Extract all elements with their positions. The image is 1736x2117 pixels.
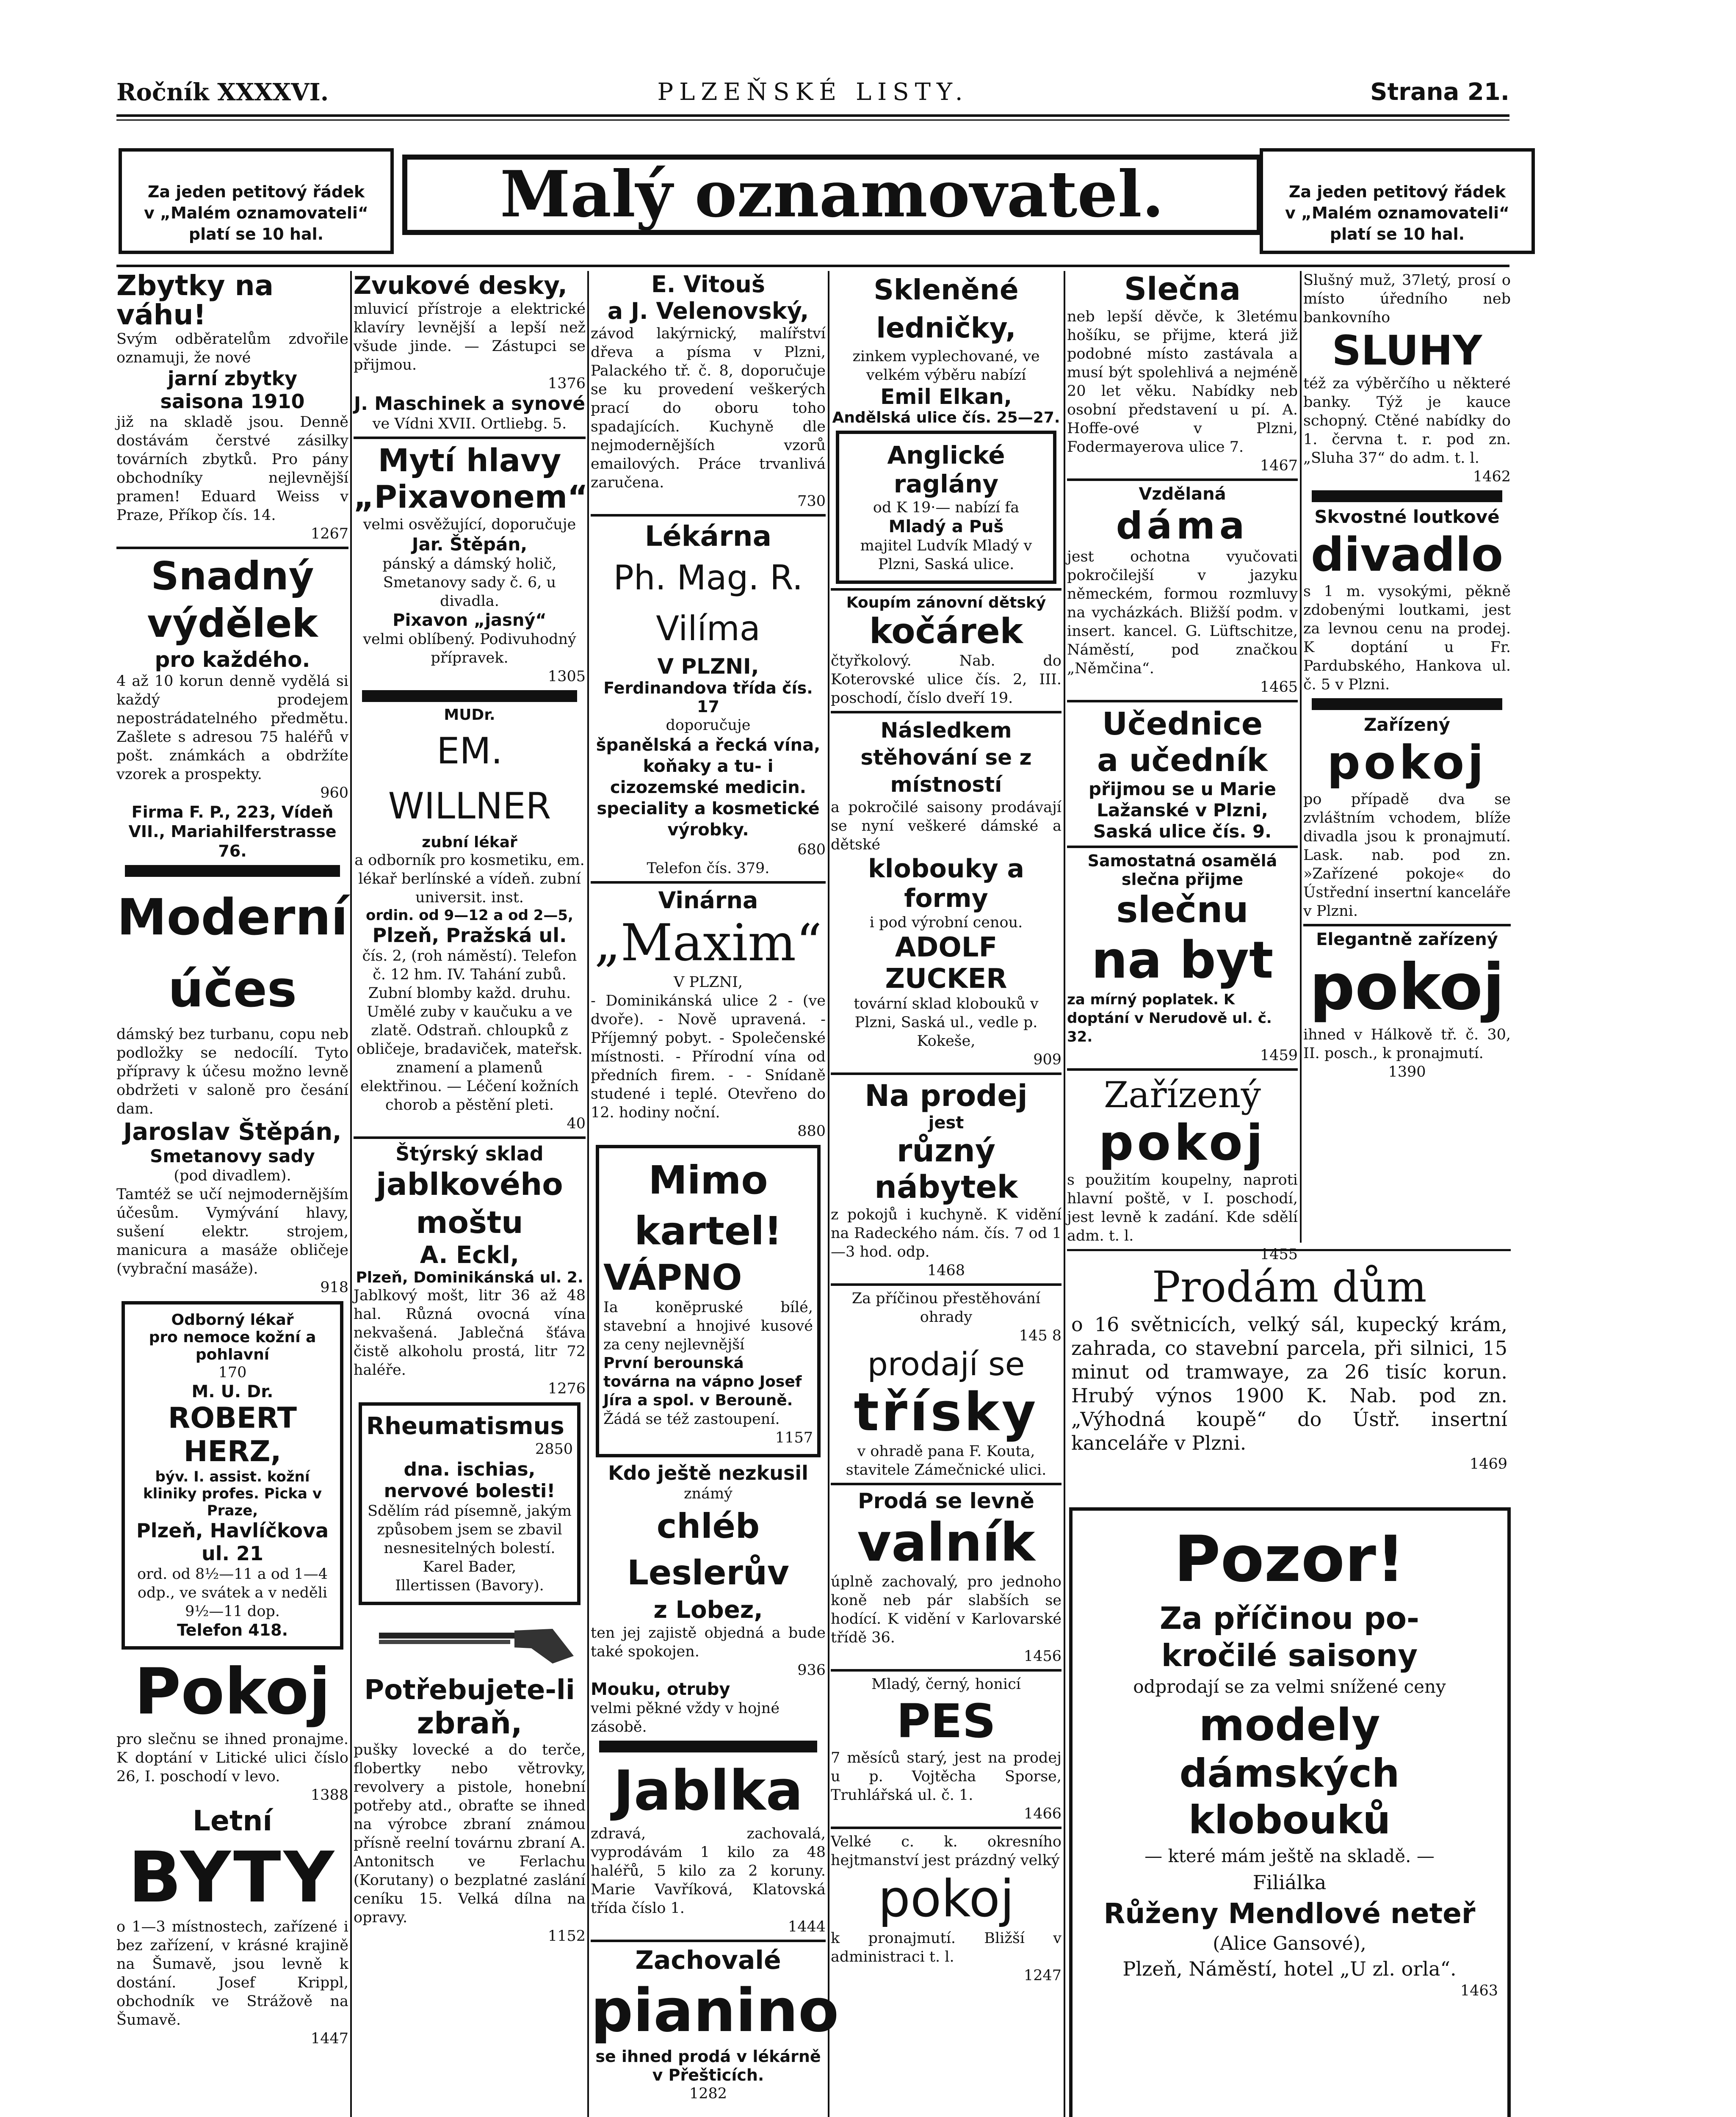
ad-valnik [831,1489,1062,1666]
ad-subhead: z Lobez, [653,1596,763,1624]
ad-number: 1376 [547,375,586,392]
ad-separator [831,711,1062,713]
ad-sluhy [1303,271,1511,486]
ad-pozor [1081,1519,1498,2000]
ad-text: Samostatná osamělá slečna přijme [1087,851,1277,889]
ad-text: MUDr. [444,706,495,724]
ad-prodam-dum [1071,1262,1507,1473]
ad-name: a J. Velenovský, [607,298,809,324]
ad-separator [831,1669,1062,1672]
ad-separator [1303,924,1511,926]
ad-slecnu-na-byt [1067,851,1298,1065]
wide-separator [1067,1249,1511,1252]
ad-separator [831,1283,1062,1286]
column-6 [1303,271,1511,1245]
column-divider [1300,271,1302,1243]
ad-headline: pokoj [1309,951,1505,1024]
ad-number: 730 [797,493,826,510]
ad-text: Jablkový mošt, litr 36 až 48 hal. Různá ovocná vína nekvašená. Jablečná šťáva čistě alkoholu prostá, litr 72 haléře. [354,1287,586,1379]
ad-text: Za příčinou přestěhování ohrady [851,1290,1041,1326]
ad-headline: Následkem stěhování se z místností [860,718,1032,797]
ad-subhead: Pixavon „jasný“ [393,611,547,630]
ad-text: Svým odběratelům zdvořile oznamuji, že nové [116,330,348,366]
ad-subhead: kročilé saisony [1161,1638,1418,1673]
ad-separator [362,690,577,702]
ad-text: jest ochotna vyučovati pokročilejší v jazyku německém, formou rozmluvy na vycházkách. Bližší podm. v insert. kancel. G. Lüftschitze, Náměstí, pod značkou „Němčina“. [1067,548,1298,677]
price-note-line: v „Malém oznamovateli“ [144,204,369,222]
ad-number: 960 [320,784,348,801]
ad-text: již na skladě jsou. Denně dostávám čerstvé zásilky továrních zbytků. Pro pány obchodníky nejlevnější pramen! Eduard Weiss v Praze, Příkop čís. 14. [116,413,348,524]
ad-headline: pianino [591,1976,839,2045]
ad-headline: divadlo [1310,528,1504,582]
ad-separator [1312,490,1502,502]
ad-slecna [1067,271,1298,475]
ad-jablka [591,1757,826,1936]
ad-phone: Telefon 418. [177,1620,288,1639]
ad-subhead: Skvostné loutkové [1314,506,1500,527]
ad-separator [831,1483,1062,1485]
ad-name: Ph. Mag. R. Vilíma [613,558,803,648]
ad-maxim [591,887,826,1141]
ad-text: za mírný poplatek. K doptání v Nerudově ul. č. 32. [1067,991,1272,1045]
ad-number: 1390 [1388,1064,1426,1081]
newspaper-title: PLZEŇSKÉ LISTY. [657,78,969,106]
ad-number: 1467 [1260,457,1298,474]
page-number: Strana 21. [1370,78,1509,106]
ad-lesler [591,1462,826,1736]
ad-separator [831,1072,1062,1075]
ad-name: Mladý a Puš [888,517,1004,536]
ad-headline: SLUHY [1332,327,1482,374]
ad-text: (pod divadlem). [174,1167,291,1184]
ad-text: čís. 2, (roh náměstí). Telefon č. 12 hm. IV. Tahání zubů. Zubní blomby každ. druhu. Umělé zuby v kaučuku a ve zlatě. Odstraň. chloupků z obličeje, bradaviček, mateřsk. znamení a plamenů elektřinou. — Léčení kožních chorob a pěstění pleti. [357,948,583,1114]
ad-headline: Pokoj [134,1655,331,1729]
ad-text: pro slečnu se ihned pronajme. K doptání v Litické ulici číslo 26, I. poschodí v levo. [116,1730,348,1785]
ad-number: 1469 [1469,1456,1507,1473]
ad-text: ord. od 8½—11 a od 1—4 odp., ve svátek a v neděli 9½—11 dop. [137,1565,328,1620]
price-note-line: Za jeden petitový řádek [1288,182,1506,201]
ad-number: 1468 [927,1262,965,1279]
column-3 [591,271,839,2117]
ad-dama [1067,484,1298,696]
ad-address: Plzeň, Dominikánská ul. 2. [356,1269,583,1286]
ad-subhead: zubní lékař [422,834,517,851]
ad-zarizeny-pokoj-2 [1303,714,1511,920]
ad-headline: Slečna [1124,271,1241,307]
ad-willner [354,706,586,1133]
ad-name: ROBERT HERZ, [168,1401,297,1468]
ad-phone: Telefon čís. 379. [647,860,770,877]
ad-address: Andělská ulice čís. 25—27. [832,409,1060,426]
ad-text: a odborník pro kosmetiku, em. lékař berlínské a vídeň. zubní universit. inst. [354,852,585,906]
ad-text: 7 měsíců starý, jest na prodej u p. Vojtěcha Sporse, Truhlářská ul. č. 1. [831,1749,1062,1804]
ad-text: španělská a řecká vína, koňaky a tu- i cizozemské medicin. speciality a kosmetické výrobky. [596,735,821,840]
ad-nabytek [831,1078,1062,1280]
ad-number: 170 [218,1364,247,1381]
ad-text: pušky lovecké a do terče, flobertky nebo větrovky, revolvery a pistole, honební potřeby atd., obraťte se ihned na výrobce zbraní známou přísně reelní továrnu zbraní A. Antonitsch ve Ferlachu (Korutany) o bezplatné zaslání ceníku 15. Velká dílna na opravy. [354,1741,586,1926]
ad-text: a pokročilé saisony prodávají se nyní veškeré dámské a dětské [831,799,1062,853]
ad-separator [591,514,826,517]
ad-text: s použitím koupelny, naproti hlavní poště, v I. poschodí, jest levně k zadání. Kde sdělí adm. t. l. [1067,1172,1298,1244]
ad-number: 1267 [310,525,348,542]
ad-headline: Moderní účes [117,887,348,1018]
ad-headline: a učedník [1097,742,1268,779]
ad-number: 880 [797,1123,826,1140]
ad-text: odprodají se za velmi snížené ceny [1133,1676,1446,1697]
ad-headline: slečnu [1116,889,1249,931]
ad-text: velmi osvěžující, doporučuje [363,516,576,533]
column-divider [828,271,829,2117]
ad-name: E. Vitouš [651,271,766,298]
ad-address: Ferdinandova třída čís. 17 [603,679,813,716]
ad-address: Plzeň, Pražská ul. [372,924,567,947]
ad-text: o 16 světnicích, velký sál, kupecký krám, zahrada, co stavební parcela, při silnici, 15 minut od tramwaye, za 26 tisíc korun. Hrubý výnos 1900 K. Nab. pod zn. „Výhodná koupě“ do Ústř. insertní kanceláře v Plzni. [1071,1313,1507,1454]
ad-headline: PES [896,1694,996,1748]
ad-pokoj [116,1654,348,1805]
ad-separator [831,1827,1062,1829]
ad-subhead: Elegantně zařízený [1316,930,1498,949]
ad-text: Ia konĕpruské bílé, stavební a hnojivé kusové za ceny nejlevnější [603,1299,813,1353]
ad-headline: Lékárna [644,520,772,553]
ad-text: velmi pěkné vždy v hojné zásobě. [591,1700,780,1736]
ad-name: ADOLF ZUCKER [885,932,1007,995]
ad-subhead: Na prodej [865,1078,1028,1113]
ad-zucker [831,717,1062,1069]
ad-text: býv. I. assist. kožní kliniky profes. Picka v Praze, [143,1468,322,1519]
volume-label: Ročník XXXXVI. [116,78,329,106]
ad-separator [1067,846,1298,848]
ad-headline: pokoj [1098,1114,1266,1172]
ad-pes [831,1675,1062,1823]
ad-text: Odborný lékař [171,1311,294,1329]
ad-name: Růženy Mendlové neteř [1103,1897,1476,1930]
ad-subhead: Vzdělaná [1139,484,1226,504]
ad-headline: modely [1199,1699,1380,1751]
ad-text: Slušný muž, 37letý, prosí o místo úředního neb bankovního [1303,272,1511,326]
ad-number: 1462 [1473,468,1511,485]
ad-zbytky [116,271,348,543]
column-5 [1067,271,1298,1263]
ad-headline: Prodám dům [1152,1262,1427,1312]
ad-headline: Rheumatismus [366,1412,564,1440]
rifle-illustration [354,1609,586,1673]
ad-text: mluvicí přístroje a elektrické klavíry levnější a lepší než všude jinde. — Zástupci se přijmou. [354,301,586,373]
ad-text: (Alice Gansové), [1213,1933,1366,1954]
ad-separator [116,547,348,549]
ad-trisky [831,1289,1062,1479]
ad-text: s 1 m. vysokými, pěkně zdobenými loutkami, jest za levnou cenu na prodej. K doptání u Fr. Pardubského, Hankova ul. č. 5 v Plzni. [1303,583,1511,693]
header-rule-thin [116,119,1509,121]
ad-subhead: Za příčinou po- [1160,1600,1419,1636]
ad-number: 918 [320,1279,348,1296]
ad-subhead: jarní zbytky [167,367,298,390]
ad-lekarna [591,520,826,878]
ad-number: 2850 [535,1441,573,1458]
ad-subhead: Zařízený [1104,1074,1261,1116]
ad-subhead: klobouky a formy [868,854,1024,913]
ad-number: 1456 [1023,1648,1062,1665]
ad-number: 680 [797,841,826,858]
ad-subhead: Mouku, otruby [591,1680,730,1699]
section-title: Malý oznamovatel. [402,155,1262,235]
ad-number: 1388 [310,1786,348,1804]
ad-headline: pokoj [1327,735,1487,790]
ad-text: jest [928,1113,964,1133]
ad-text: V PLZNI, [673,974,743,991]
column-2 [354,271,586,2117]
price-note-right-frame [1260,148,1535,254]
ad-headline: BYTY [128,1836,337,1918]
ad-text: pánský a dámský holič, Smetanovy sady č. 6, u divadla. [382,556,557,610]
ad-name: „Maxim“ [594,914,822,973]
ad-number: 936 [797,1662,826,1679]
ad-number: 1282 [689,2085,727,2102]
ad-text: Sdělím rád písemně, jakým způsobem jsem se zbavil nesnesitelných bolestí. [368,1503,572,1557]
ad-headline: Potřebujete-li [364,1675,575,1706]
ad-separator [1067,1068,1298,1071]
ad-number: 1466 [1023,1805,1062,1822]
ad-text: zdravá, zachovalá, vyprodávám 1 kilo za 48 haléřů, 5 kilo za 2 koruny. Marie Vavříková, Klatovská třída číslo 1. [591,1825,826,1917]
ad-subhead: Vinárna [658,887,758,914]
ad-text: ihned v Hálkově tř. č. 30, II. posch., k pronajmutí. [1303,1026,1511,1062]
ad-name: Emil Elkan, [880,384,1012,409]
ad-headline: kočárek [869,611,1023,652]
ad-text: po případě dva se zvláštním vchodem, blíže divadla jsou k pronajmutí. Lask. nab. pod zn. »Zařízené pokoje« do Ústřední insertní kanceláře v Plzni. [1303,791,1511,920]
ad-text: přijmou se u Marie Lažanské v Plzni, Saská ulice čís. 9. [1088,779,1277,842]
ad-zarizeny-pokoj [1067,1074,1298,1264]
price-note-line: platí se 10 hal. [188,225,324,243]
ad-subhead: Letní [193,1804,272,1837]
ad-subhead: Zachovalé [635,1946,781,1975]
ad-number: 1447 [310,2030,348,2047]
column-4 [831,271,1062,2117]
ad-text: Tamtéž se učí nejmodernějším účesům. Vymývání hlavy, sušení elektr. strojem, manicura a masáže obličeje (vybrační masáže). [116,1186,348,1277]
ad-headline: na byt [1091,931,1274,990]
ad-raglany [836,431,1056,584]
ad-pozor-frame [1069,1507,1511,2117]
ad-subhead: V PLZNI, [657,654,759,679]
ad-number: 1247 [1023,1967,1062,1984]
ad-name: J. Maschinek a synové [354,393,586,415]
ad-text: velmi oblíbený. Podivuhodný přípravek. [363,631,576,666]
ad-pixavon [354,442,586,686]
ad-headline: různý nábytek [874,1133,1018,1205]
ad-text: - Dominikánská ulice 2 - (ve dvoře). - Nově upravená. - Příjemný pobyt. - Společenské místnosti. - Přírodní vína od předních firem. - - Snídaně studené i teplé. Otevřeno do 12. hodiny noční. [591,992,826,1121]
ad-address: Plzeň, Náměstí, hotel „U zl. orla“. [1122,1957,1457,1980]
price-note-right [1263,181,1531,245]
ad-number: 40 [567,1115,586,1132]
column-1 [116,271,348,2117]
ad-address: ve Vídni XVII. Ortliebg. 5. [372,415,567,432]
ad-separator [1067,478,1298,481]
ad-name: EM. WILLNER [388,730,551,827]
ad-text: tovární sklad klobouků v Plzni, Saská ul., vedle p. Kokeše, [854,995,1039,1050]
ad-subhead: VÁPNO [603,1257,742,1298]
ad-address: Illertissen (Bavory). [395,1577,544,1594]
ad-separator [599,1741,817,1752]
ad-headline: Anglické [887,441,1005,470]
ad-number: 1157 [775,1429,813,1446]
ad-subhead: prodají se [867,1345,1025,1383]
ad-text: zinkem vyplechované, ve velkém výběru nabízí [852,348,1040,384]
ad-text: Žádá se též zastoupení. [603,1411,780,1428]
ad-separator [831,588,1062,591]
ad-number: 1444 [788,1918,826,1935]
ad-headline: jablkového moštu [376,1166,563,1240]
ad-text: — které mám ještě na skladě. — [1144,1846,1435,1866]
price-note-line: v „Malém oznamovateli“ [1285,204,1510,222]
ad-separator [1312,698,1502,710]
ad-number: 1459 [1260,1047,1298,1064]
column-divider [587,271,589,2117]
ad-text: dámský bez turbanu, copu neb podložky se nedocílí. Tyto přípravy k účesu možno levně obdržeti v saloně pro česání dam. [116,1025,348,1117]
ad-text: neb lepší děvče, k 3letému hošíku, se přijme, která již podobné místo zastávala a musí být spolehlivá a nejméně 20 let věku. Nabídky neb osobní představení u pí. A. Hoffe-ové v Plzni, Fodermayerova ulice 7. [1067,308,1298,456]
ad-text: čtyřkolový. Nab. do Koterovské ulice čís. 2, III. poschodí, číslo dveří 19. [831,652,1062,707]
ad-headline: pokoj [878,1870,1015,1929]
ad-headline: „Pixavonem“ [354,479,588,515]
ad-divadlo [1303,506,1511,694]
ad-vapno [596,1145,821,1457]
ad-headline: Snadný výdělek [147,553,318,646]
ad-headline: Mimo kartel! [634,1158,782,1254]
ad-text: i pod výrobní cenou. [869,914,1023,931]
header-rule [116,114,1509,117]
ad-address: Plzeň, Havlíčkova ul. 21 [136,1519,329,1565]
ad-text: doporučuje [666,717,751,734]
price-note-left [122,181,390,245]
ad-text: pro nemoce kožní a pohlavní [149,1328,316,1363]
ad-kocarek [831,594,1062,708]
ad-text: M. U. Dr. [191,1382,274,1401]
ad-text: se ihned prodá v lékárně v Přešticích. [595,2047,821,2084]
ad-text: úplně zachovalý, pro jednoho koně neb pár slabších se hodící. K vidění v Karlovarské třídě 36. [831,1573,1062,1646]
masthead-bottom-rule [116,265,1509,267]
ad-firm: Firma F. P., 223, Vídeň VII., Mariahilferstrasse 76. [128,802,337,860]
ad-text: Velké c. k. okresního hejtmanství jest prázdný velký [831,1833,1062,1869]
ad-name: První berounská továrna na vápno Josef Jíra a spol. v Berouně. [603,1354,802,1409]
ad-headline: Zbytky na váhu! [116,269,274,332]
ad-zbran [354,1609,586,1946]
ad-subhead: Zařízený [1363,714,1451,735]
ad-name: Jaroslav Štěpán, [123,1118,342,1146]
price-note-line: Za jeden petitový řádek [147,182,365,201]
ad-headline: dámských klobouků [1179,1751,1400,1843]
ad-subhead: Štýrský sklad [395,1142,544,1165]
ad-text: v ohradě pana F. Kouta, stavitele Zámečnické ulici. [846,1443,1047,1479]
ad-headline: chléb Leslerův [627,1506,790,1592]
rifle-stock [514,1629,574,1664]
ad-text: od K 19·— nabízí fa [873,499,1020,516]
ad-headline: Učednice [1102,706,1263,742]
ad-subhead: dna. ischias, [404,1459,536,1480]
ad-moderni-uces [116,881,348,1297]
ad-headline: třísky [854,1382,1039,1443]
ad-subhead: pro každého. [155,647,310,672]
ad-name: A. Eckl, [420,1241,520,1269]
ad-number: 145 8 [1019,1327,1062,1344]
ad-text: též za výběrčího u některé banky. Týž je kauce schopný. Ctěné nabídky do 1. června t. r. pod zn. „Sluha 37“ do adm. t. l. [1303,375,1511,467]
ad-subhead: saisona 1910 [160,390,305,413]
ad-number: 909 [1033,1051,1062,1068]
ad-text: Koupím zánovní dětský [846,594,1046,611]
ad-ucednice [1067,706,1298,842]
ad-number: 1465 [1260,679,1298,696]
ad-subhead: nervové bolesti! [384,1480,556,1502]
ad-pokoj-hejtmanstvi [831,1832,1062,1985]
ad-eckl [354,1142,586,1398]
ad-headline: Pozor! [1174,1523,1405,1596]
ad-headline: Skleněné ledničky, [874,274,1019,344]
price-note-line: platí se 10 hal. [1330,225,1465,243]
ad-text: majitel Ludvík Mladý v Plzni, Saská ulice. [860,537,1032,573]
ad-separator [591,1940,826,1942]
ad-vitous [591,271,826,511]
ad-snadny-vydelek [116,553,348,861]
ad-text: 4 až 10 korun denně vydělá si každý prodejem nepostrádatelného předmětu. Zašlete s adresou 75 haléřů v pošt. známkách a obdržíte vzorek a prospekty. [116,672,348,783]
column-divider [350,271,352,2117]
ad-herz [122,1301,343,1650]
ad-headline: dáma [1116,504,1249,547]
rifle-barrel-lower [379,1640,510,1644]
ad-number: 1463 [1460,1982,1498,1999]
ad-headline: zbraň, [417,1706,522,1741]
ad-number: 1455 [1260,1246,1298,1263]
ad-pianino [591,1946,839,2103]
ad-separator [354,437,586,439]
ad-headline: valník [857,1512,1035,1573]
ad-headline: raglány [893,470,999,498]
page-header [116,78,1509,108]
ad-hours: ordin. od 9—12 a od 2—5, [366,907,573,924]
ad-name: Karel Bader, [423,1559,517,1575]
ad-number: 1152 [547,1928,586,1945]
ad-separator [125,865,340,877]
ad-text: o 1—3 místnostech, zařízené i bez zařízení, v krásné krajině na Šumavě, jsou levně k dostání. Josef Krippl, obchodník ve Strážově na Šumavě. [116,1918,348,2029]
ad-subhead: Kdo ještě nezkusil [608,1462,808,1484]
ad-name: Jar. Štěpán, [412,534,528,555]
ad-text: Filiálka [1252,1871,1327,1894]
ad-number: 1276 [547,1380,586,1397]
ad-text: k pronajmutí. Bližší v administraci t. l. [831,1930,1062,1965]
ad-headline: Mytí hlavy [378,442,561,479]
ad-text: známý [684,1485,733,1502]
ad-elegantni-pokoj [1303,930,1511,1081]
ad-zvukove-desky [354,271,586,433]
ad-headline: Zvukové desky, [354,271,567,300]
ad-separator [1067,700,1298,702]
ad-number: 1305 [547,668,586,685]
ad-text: závod lakýrnický, malířství dřeva a písma v Plzni, Palackého tř. č. 8, doporučuje se ku provedení veškerých prací do oboru toho spadajících. Kuchyně dle nejmodernějších vzorů emailových. Práce trvanlivá zaručena. [591,325,826,491]
ad-separator [354,1136,586,1139]
ad-rheumatismus [359,1402,581,1605]
ad-separator [591,881,826,884]
ad-lednicky [831,271,1062,426]
ad-text: Mladý, černý, honicí [871,1676,1021,1693]
ad-address: Smetanovy sady [150,1145,315,1166]
ad-subhead: Prodá se levně [858,1489,1034,1513]
price-note-left-frame [119,148,394,254]
ad-letni-byty [116,1805,348,2048]
column-divider [1064,271,1065,2117]
ad-headline: Jablka [613,1758,803,1823]
rifle-barrel [379,1633,519,1639]
ad-text: ten jej zajistě objedná a bude také spokojen. [591,1625,826,1660]
ad-text: z pokojů i kuchyně. K vidění na Radeckého nám. čís. 7 od 1—3 hod. odp. [831,1206,1062,1260]
